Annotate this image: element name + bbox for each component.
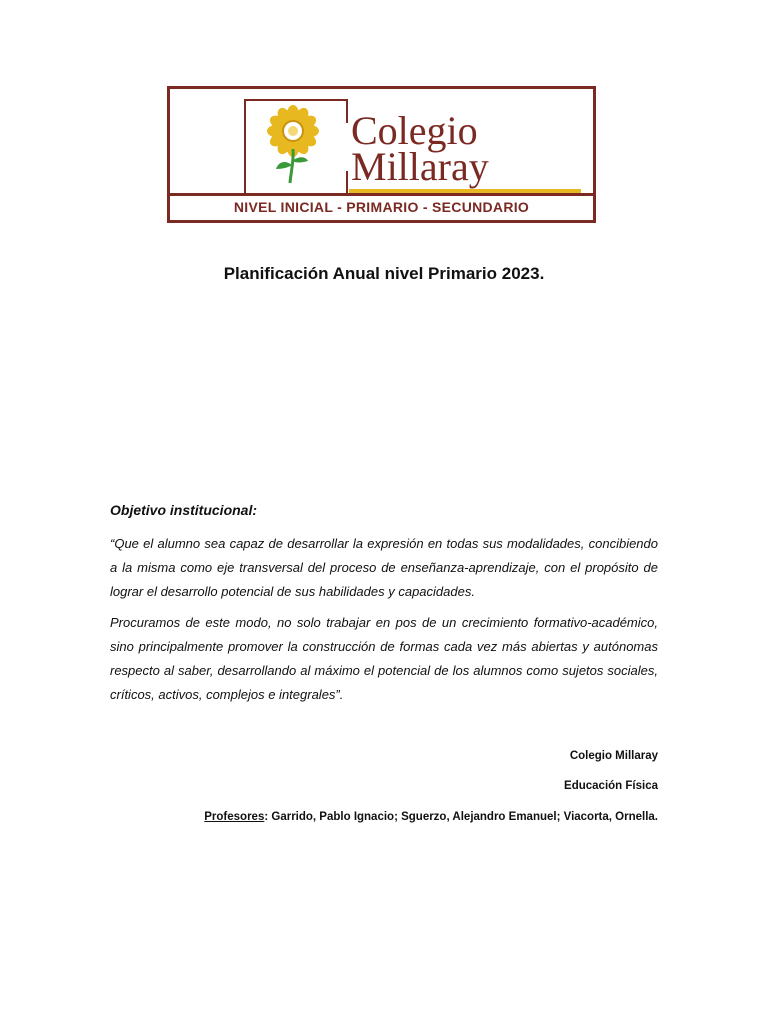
logo-frame-edge-bottom: [346, 171, 348, 195]
flower-icon: [254, 105, 332, 185]
page-title: Planificación Anual nivel Primario 2023.: [223, 264, 545, 283]
logo-title-line1: Colegio: [351, 108, 478, 153]
objective-paragraph-1: “Que el alumno sea capaz de desarrollar la expresión en todas sus modalidades, concibiendo a la misma como eje transversal del proceso de enseñanza-aprendizaje, con el propósito de lograr el desarrollo potencial de sus habilidades y capacidades.: [110, 536, 658, 599]
logo-frame-edge-top: [346, 99, 348, 123]
teachers-value: : Garrido, Pablo Ignacio; Sguerzo, Alejandro Emanuel; Viacorta, Ornella.: [264, 811, 658, 823]
teachers-line: [204, 811, 658, 823]
logo-title-line2: Millaray: [351, 144, 489, 189]
school-logo: [167, 86, 596, 223]
logo-title: [351, 108, 489, 189]
logo-subtitle: NIVEL INICIAL - PRIMARIO - SECUNDARIO: [170, 193, 593, 218]
objective-paragraph-2: Procuramos de este modo, no solo trabajar en pos de un crecimiento formativo-académico, sino principalmente promover la construcción de formas cada vez más abiertas y autónomas respecto al saber, desarrollando al máximo el potencial de los alumnos como sujetos sociales, críticos, activos, complejos e integrales”.: [110, 615, 658, 702]
teachers-label: Profesores: [204, 811, 265, 823]
subject-name: Educación Física: [564, 780, 658, 792]
school-name: Colegio Millaray: [569, 750, 658, 762]
logo-top-area: [176, 93, 587, 198]
objective-heading: Objetivo institucional:: [110, 502, 258, 518]
